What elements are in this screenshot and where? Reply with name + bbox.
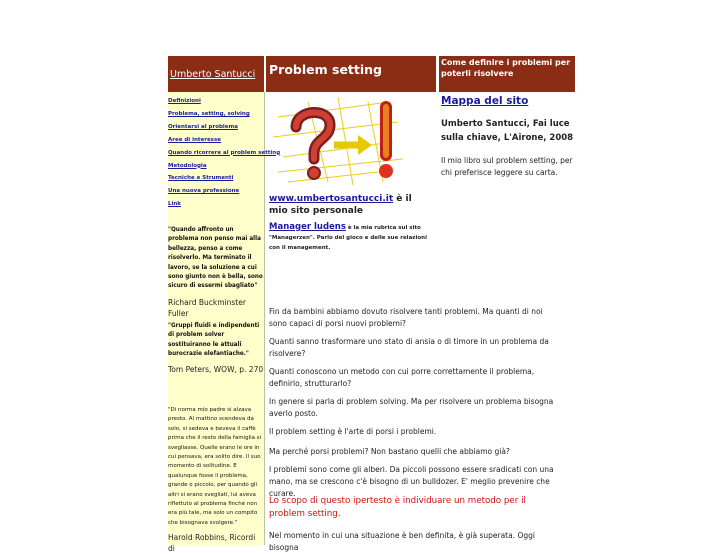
quote-author: Harold Robbins, Ricordi di — [168, 533, 256, 553]
sidebar-nav — [168, 95, 280, 211]
page-subtitle: Come definire i problemi per poterli risolvere — [441, 58, 571, 78]
nav-link-aree[interactable]: Aree di interesse — [168, 136, 221, 143]
nav-link-tecniche[interactable]: Tecniche e Strumenti — [168, 175, 234, 182]
highlight-paragraph: Lo scopo di questo ipertesto è individuare un metodo per il problem setting. — [269, 496, 526, 519]
nav-link-nuova-professione[interactable]: Una nuova professione — [168, 188, 240, 195]
nav-link-orientarsi[interactable]: Orientarsi al problema — [168, 123, 238, 130]
quote-text: "Di norma mio padre si alzava presto. Al mattino scendeva da solo, si sedeva e beveva il caffè prima che il resto della famiglia si svegliasse. Quelle erano le ore in cui pensava, era solito dire. Il suo momento di solitudine. E qualunque fosse il problema, grande o piccolo, per quando gli altri si erano svegliati, lui aveva riflettuto al problema finché non era più tale, ma solo un compito che bisognava svolgere." — [168, 407, 262, 526]
paragraph: Fin da bambini abbiamo dovuto risolvere tanti problemi. Ma quanti di noi sono capaci di porsi nuovi problemi? — [269, 307, 543, 328]
question-arrow-exclamation-logo — [268, 97, 406, 185]
nav-link-link[interactable]: Link — [168, 201, 181, 208]
website-desc: è il mio sito personale — [269, 194, 412, 216]
nav-link-metodologia[interactable]: Metodologia — [168, 162, 207, 169]
manager-ludens-desc: è la mia rubrica sul sito "Managerzen". Parlo del gioco e delle sue relazioni con il management. — [269, 225, 427, 251]
paragraph: Quanti conoscono un metodo con cui porre correttamente il problema, definirlo, strutturarlo? — [269, 367, 535, 388]
manager-ludens-link[interactable]: Manager ludens — [269, 222, 346, 232]
manager-ludens-line — [269, 222, 429, 253]
paragraph: Ma perché porsi problemi? Non bastano quelli che abbiamo già? — [269, 447, 510, 456]
author-home-link[interactable]: Umberto Santucci — [170, 69, 256, 80]
paragraph: In genere si parla di problem solving. Ma per risolvere un problema bisogna averlo posto. — [269, 397, 554, 418]
header-cell-author — [168, 56, 264, 92]
paragraph: I problemi sono come gli alberi. Da piccoli possono essere sradicati con una mano, ma se crescono c'è bisogno di un bulldozer. E' meglio prevenire che curare. — [269, 465, 554, 498]
quote-text: "Quando affronto un problema non penso mai alla bellezza, penso a come risolverlo. Ma terminato il lavoro, se la soluzione a cui sono giunto non è bella, sono sicuro di essermi sbagliato" — [168, 227, 263, 290]
sidebar — [168, 92, 281, 553]
paragraph: Quanti sanno trasformare uno stato di ansia o di timore in un problema da risolvere? — [269, 337, 549, 358]
paragraph: Il problem setting è l'arte di porsi i problemi. — [269, 427, 437, 436]
book-description: Il mio libro sul problem setting, per chi preferisce leggere su carta. — [441, 156, 573, 177]
paragraph: Nel momento in cui una situazione è ben definita, è già superata. Oggi bisogna — [269, 531, 535, 552]
page-title: Problem setting — [269, 62, 383, 77]
quote-author: Tom Peters, WOW, p. 270 — [168, 365, 264, 374]
nav-link-definizioni[interactable]: Definizioni — [168, 98, 201, 104]
book-title: Umberto Santucci, Fai luce sulla chiave, L'Airone, 2008 — [441, 119, 574, 143]
nav-link-quando-ricorrere[interactable]: Quando ricorrere al problem setting — [168, 149, 281, 156]
quote-author: Richard Buckminster Fuller — [168, 298, 246, 318]
quote-text: "Gruppi fluidi e indipendenti di problem solver sostituiranno le attuali burocrazie elefantiache." — [168, 323, 260, 358]
sitemap-link[interactable]: Mappa del sito — [441, 95, 529, 107]
nav-link-problema-setting-solving[interactable]: Problema, setting, solving — [168, 110, 250, 117]
header-cell-subtitle — [439, 56, 575, 92]
header-cell-title — [266, 56, 436, 92]
website-line — [269, 193, 429, 217]
website-link[interactable]: www.umbertosantucci.it — [269, 194, 394, 204]
